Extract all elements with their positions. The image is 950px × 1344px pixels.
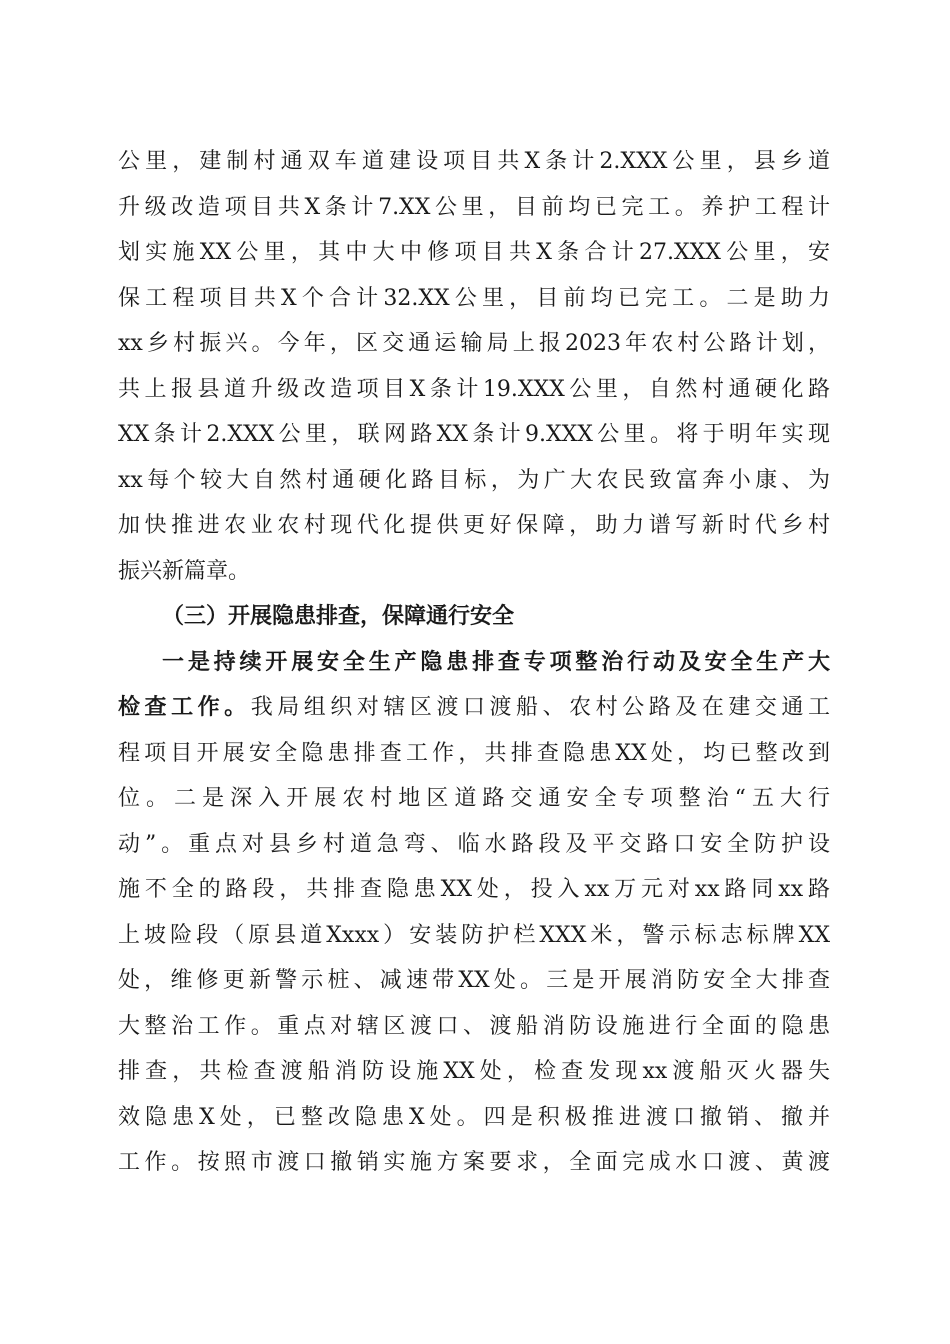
- text-line: 公里，建制村通双车道建设项目共X条计2.XXX公里，县乡道: [118, 149, 830, 174]
- text-line: 效隐患X处，已整改隐患X处。四是积极推进渡口撤销、撤并: [118, 1104, 830, 1130]
- text-line: 排查，共检查渡船消防设施XX处，检查发现xx渡船灭火器失: [118, 1059, 830, 1084]
- text-line: 动”。重点对县乡村道急弯、临水路段及平交路口安全防护设: [118, 831, 830, 857]
- text-line: 升级改造项目共X条计7.XX公里，目前均已完工。养护工程计: [118, 194, 830, 220]
- paragraph-rural-roads: [118, 139, 830, 594]
- text-line: 共上报县道升级改造项目X条计19.XXX公里，自然村通硬化路: [118, 376, 830, 402]
- text-line: xx乡村振兴。今年，区交通运输局上报2023年农村公路计划，: [118, 331, 830, 356]
- text-line: 振兴新篇章。: [118, 558, 251, 584]
- text-line-bold: 一是持续开展安全生产隐患排查专项整治行动及安全生产大: [162, 648, 830, 675]
- text-line-mixed: [118, 685, 830, 731]
- text-line: 施不全的路段，共排查隐患XX处，投入xx万元对xx路同xx路: [118, 877, 830, 902]
- text-line: 加快推进农业农村现代化提供更好保障，助力谱写新时代乡村: [118, 513, 830, 538]
- text-line: 程项目开展安全隐患排查工作，共排查隐患XX处，均已整改到: [118, 740, 830, 766]
- paragraph-safety-inspection: [118, 640, 830, 1186]
- text-line: XX条计2.XXX公里，联网路XX条计9.XXX公里。将于明年实现: [118, 422, 830, 447]
- text-line: 上坡险段（原县道Xxxx）安装防护栏XXX米，警示标志标牌XX: [118, 922, 830, 948]
- text-line: 工作。按照市渡口撤销实施方案要求，全面完成水口渡、黄渡: [118, 1150, 830, 1175]
- text-line: 划实施XX公里，其中大中修项目共X条合计27.XXX公里，安: [118, 240, 830, 265]
- plain-text: 我局组织对辖区渡口渡船、农村公路及在建交通工: [250, 695, 830, 720]
- text-line: 保工程项目共X个合计32.XX公里，目前均已完工。二是助力: [118, 285, 830, 311]
- text-line: 大整治工作。重点对辖区渡口、渡船消防设施进行全面的隐患: [118, 1013, 830, 1039]
- text-line: 处，维修更新警示桩、减速带XX处。三是开展消防安全大排查: [118, 968, 830, 993]
- section-heading-3: （三）开展隐患排查，保障通行安全: [162, 603, 515, 629]
- text-line: xx每个较大自然村通硬化路目标，为广大农民致富奔小康、为: [118, 467, 830, 493]
- document-page: [118, 139, 830, 1186]
- text-line: 位。二是深入开展农村地区道路交通安全专项整治“五大行: [118, 786, 830, 811]
- bold-lead-text: 检查工作。: [118, 694, 251, 720]
